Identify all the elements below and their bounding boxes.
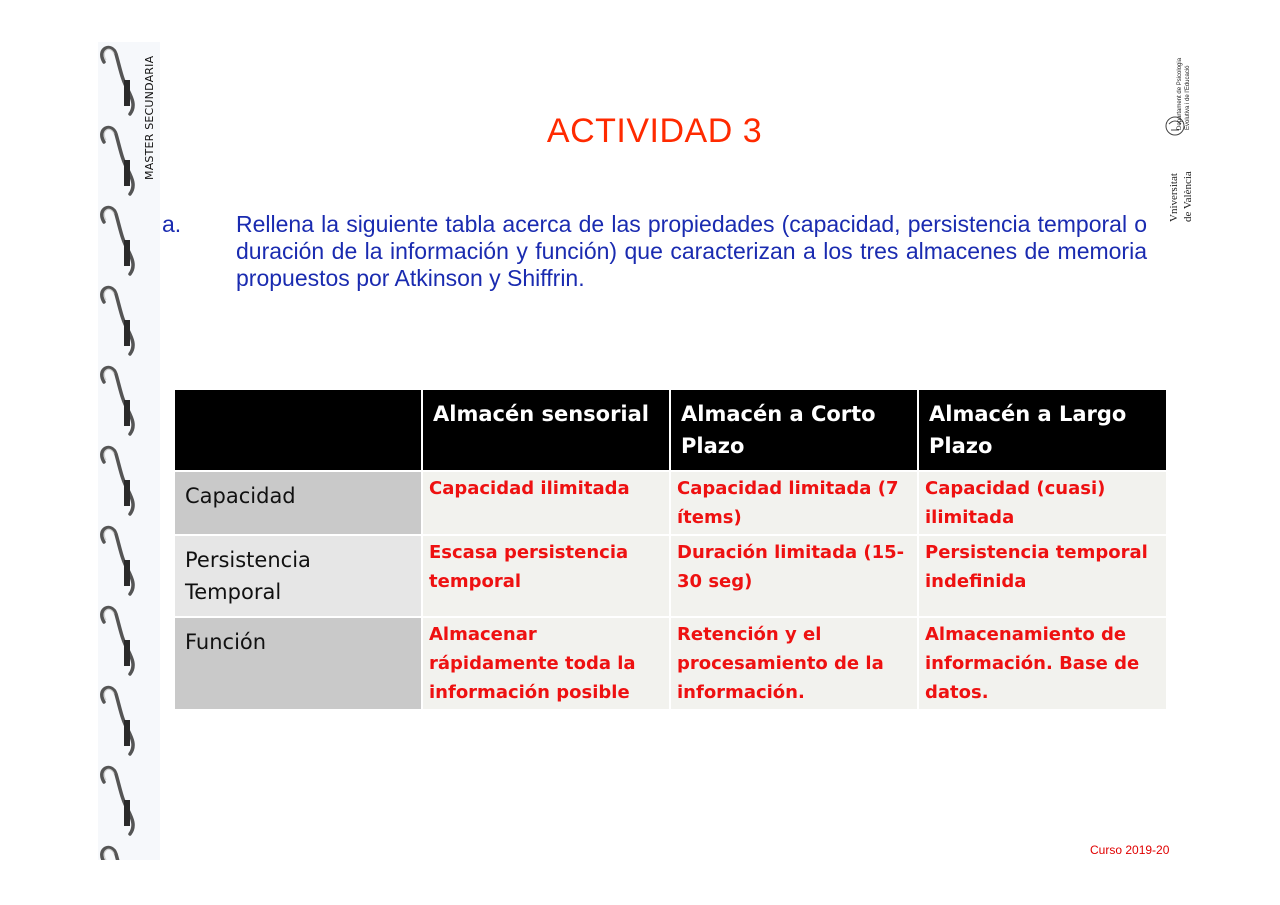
row-label-capacity: Capacidad xyxy=(174,471,422,535)
task-marker: a. xyxy=(162,211,182,237)
spiral-ring xyxy=(102,288,133,354)
table-cell: Almacenamiento de información. Base de datos. xyxy=(918,617,1167,710)
row-label-persistence: Persistencia Temporal xyxy=(174,535,422,617)
table-header-long-term: Almacén a Largo Plazo xyxy=(918,389,1167,471)
task-text: Rellena la siguiente tabla acerca de las propiedades (capacidad, persistencia temporal o duración de la información y función) que caracterizan a los tres almacenes de memoria propuestos por Atkinson y Shiffrin. xyxy=(236,211,1147,291)
department-line2: Evolutiva i de l'Educació xyxy=(1185,65,1191,130)
table-cell: Capacidad ilimitada xyxy=(422,471,670,535)
memory-stores-table xyxy=(173,388,1168,711)
table-cell: Almacenar rápidamente toda la información posible xyxy=(422,617,670,710)
spiral-ring xyxy=(102,208,133,274)
table-row xyxy=(174,535,1167,617)
department-line1: Departament de Psicologia xyxy=(1177,57,1183,130)
spiral-ring xyxy=(102,528,133,594)
table-cell: Persistencia temporal indefinida xyxy=(918,535,1167,617)
table-cell: Retención y el procesamiento de la información. xyxy=(670,617,918,710)
side-label: MASTER SECUNDARIA xyxy=(143,55,156,180)
spiral-ring xyxy=(102,848,133,860)
task-instruction xyxy=(162,211,1147,292)
page-title: ACTIVIDAD 3 xyxy=(546,112,763,150)
table-cell: Capacidad (cuasi) ilimitada xyxy=(918,471,1167,535)
spiral-ring xyxy=(102,448,133,514)
spiral-ring xyxy=(102,608,133,674)
spiral-ring xyxy=(102,768,133,834)
table-row xyxy=(174,471,1167,535)
table-cell: Escasa persistencia temporal xyxy=(422,535,670,617)
table-header-sensory: Almacén sensorial xyxy=(422,389,670,471)
university-name-line1: Vniversitat xyxy=(1168,173,1180,222)
table-header-corner xyxy=(174,389,422,471)
university-name-line2: de València xyxy=(1182,171,1194,222)
table-header-row xyxy=(174,389,1167,471)
row-label-function: Función xyxy=(174,617,422,710)
table-row xyxy=(174,617,1167,710)
footer-course: Curso 2019-20 xyxy=(1090,843,1170,857)
spiral-ring xyxy=(102,688,133,754)
spiral-ring xyxy=(102,48,133,114)
table-header-short-term: Almacén a Corto Plazo xyxy=(670,389,918,471)
table-cell: Capacidad limitada (7 ítems) xyxy=(670,471,918,535)
table-cell: Duración limitada (15-30 seg) xyxy=(670,535,918,617)
spiral-ring xyxy=(102,368,133,434)
